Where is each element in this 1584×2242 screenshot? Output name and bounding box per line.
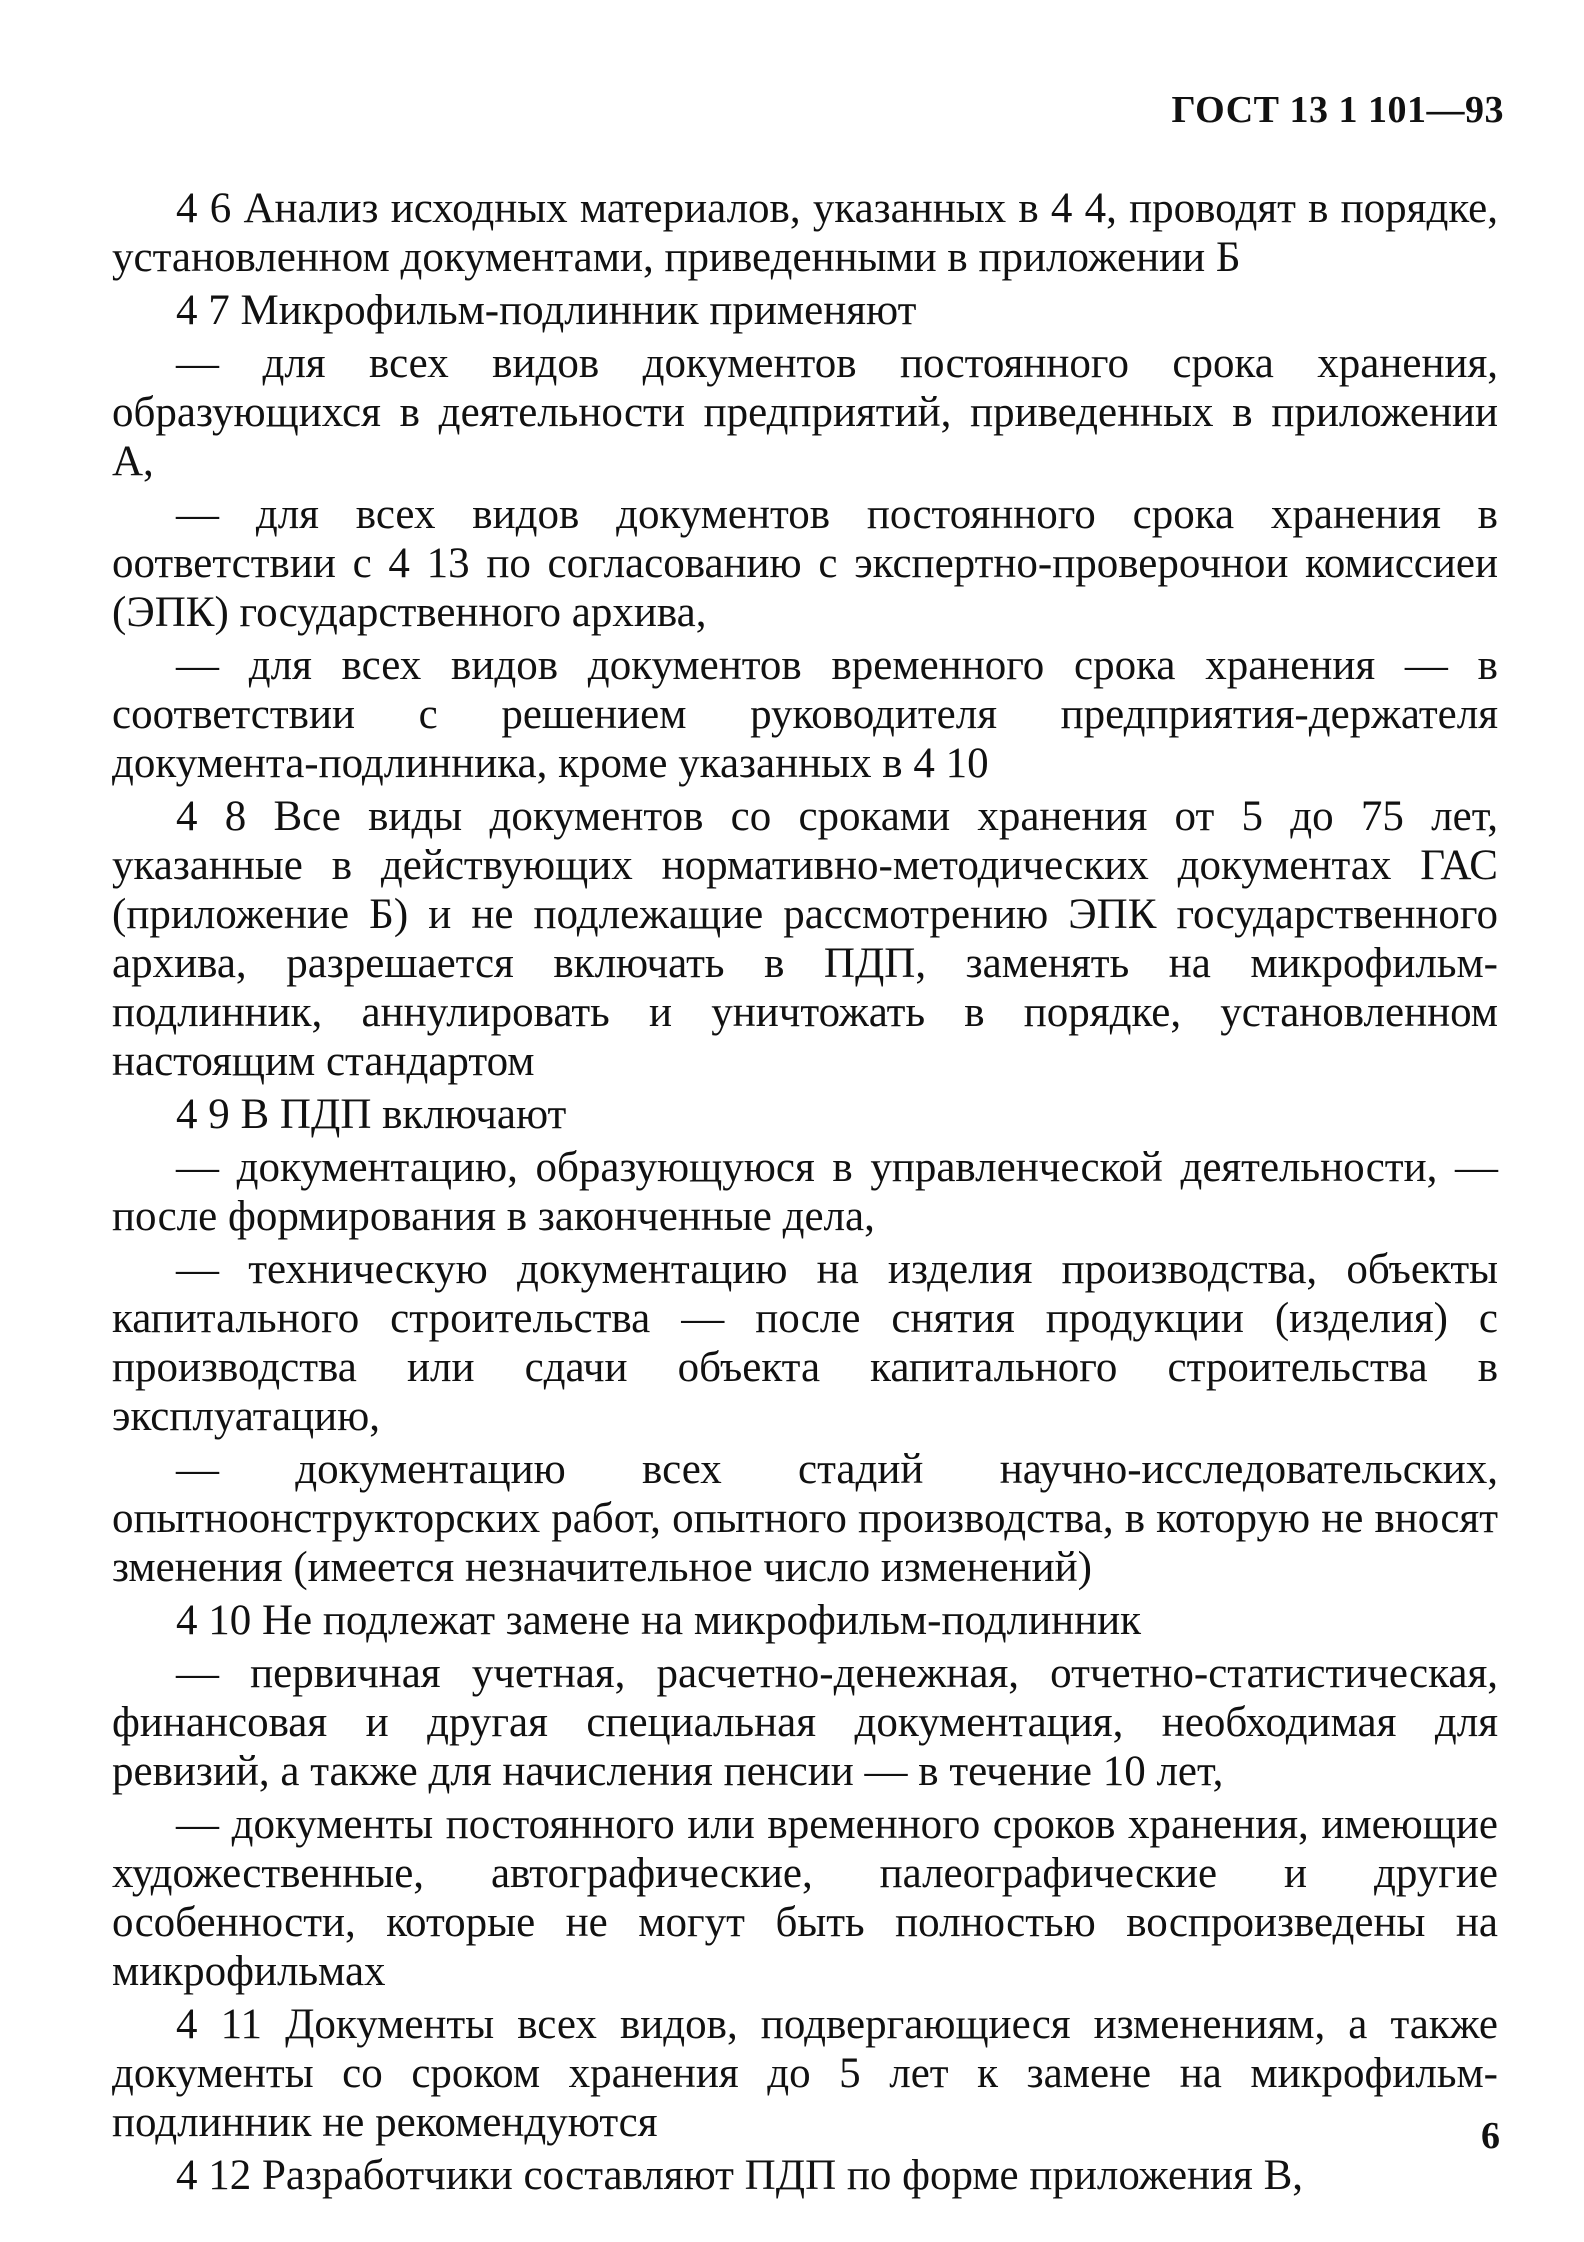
list-item: — документацию, образующуюся в управленческой деятельности, — после формирования в законченные дела, <box>112 1144 1498 1240</box>
paragraph-4-10: 4 10 Не подлежат замене на микрофильм-подлинник <box>176 1597 1142 1644</box>
paragraph-4-9: 4 9 В ПДП включают <box>176 1091 567 1138</box>
list-item: — для всех видов документов временного срока хранения — в соответствии с решением руководителя предприятия-держателя документа-подлинника, кроме указанных в 4 10 <box>112 642 1498 787</box>
list-item: — для всех видов документов постоянного срока хранения в оответствии с 4 13 по согласованию с экспертно-проверочнои комиссиеи (ЭПК) государственного архива, <box>112 491 1498 636</box>
list-item: — документы постоянного или временного сроков хранения, имеющие художественные, автографические, палеографические и другие особенности, которые не могут быть полностью воспроизведены на микрофильмах <box>112 1801 1498 1995</box>
list-item: — первичная учетная, расчетно-денежная, отчетно-статистическая, финансовая и другая специальная документация, необходимая для ревизий, а также для начисления пенсии — в течение 10 лет, <box>112 1650 1498 1795</box>
paragraph-4-12: 4 12 Разработчики составляют ПДП по форме приложения В, <box>176 2152 1304 2199</box>
list-item: — для всех видов документов постоянного срока хранения, образующихся в деятельности предприятий, приведенных в приложении А, <box>112 340 1498 485</box>
paragraph-4-11: 4 11 Документы всех видов, подвергающиеся изменениям, а также документы со сроком хранения до 5 лет к замене на микрофильм-подлинник не рекомендуются <box>112 2001 1498 2146</box>
page-number: 6 <box>1481 2115 1500 2157</box>
paragraph-4-7: 4 7 Микрофильм-подлинник применяют <box>176 287 917 334</box>
paragraph-4-6: 4 6 Анализ исходных материалов, указанных в 4 4, проводят в порядке, установленном документами, приведенными в приложении Б <box>112 185 1498 281</box>
standard-code-header: ГОСТ 13 1 101—93 <box>1171 89 1504 131</box>
document-body <box>112 184 1498 2204</box>
list-item: — документацию всех стадий научно-исследовательских, опытноонструкторских работ, опытного производства, в которую не вносят зменения (имеется незначительное число изменений) <box>112 1446 1498 1591</box>
list-item: — техническую документацию на изделия производства, объекты капитального строительства — после снятия продукции (изделия) с производства или сдачи объекта капитального строительства в эксплуатацию, <box>112 1246 1498 1440</box>
paragraph-4-8: 4 8 Все виды документов со сроками хранения от 5 до 75 лет, указанные в действующих нормативно-методических документах ГАС (приложение Б) и не подлежащие рассмотрению ЭПК государственного архива, разрешается включать в ПДП, заменять на микрофильм-подлинник, аннулировать и уничтожать в порядке, установленном настоящим стандартом <box>112 793 1498 1085</box>
